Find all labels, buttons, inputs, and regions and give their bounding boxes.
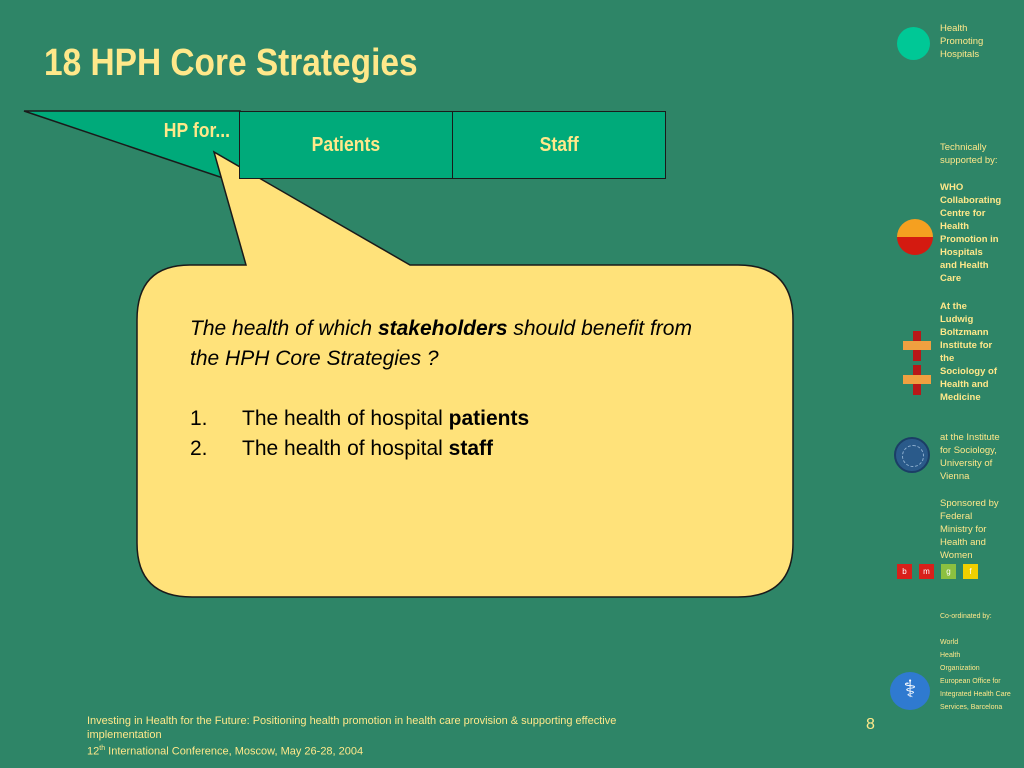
who-org-line: Integrated Health Care bbox=[940, 691, 1011, 698]
who-cc-line: Promotion in bbox=[940, 234, 999, 245]
list-text bbox=[242, 404, 529, 434]
sponsor-line: Federal bbox=[940, 511, 973, 522]
institute-text bbox=[940, 431, 1000, 483]
institute-line: at the Institute bbox=[940, 432, 1000, 443]
lbi-line: Institute for bbox=[940, 340, 993, 351]
lbi-line: Sociology of bbox=[940, 366, 997, 377]
who-cc-text bbox=[940, 181, 1001, 285]
lbi-line: At the bbox=[940, 301, 967, 312]
brand-line: Promoting bbox=[940, 36, 984, 47]
footer-conference: International Conference, Moscow, May 26-28, 2004 bbox=[105, 745, 364, 758]
lbi-line: Medicine bbox=[940, 392, 981, 403]
institute-line: University of bbox=[940, 458, 993, 469]
who-org-line: European Office for bbox=[940, 678, 1001, 685]
who-cc-line: Centre for bbox=[940, 208, 986, 219]
bmgf-g: g bbox=[941, 564, 956, 579]
who-cc-logo bbox=[897, 219, 933, 255]
who-cc-line: Hospitals bbox=[940, 247, 983, 258]
who-org-line: World bbox=[940, 639, 959, 646]
sponsor-line: Women bbox=[940, 550, 973, 561]
university-seal-icon bbox=[894, 437, 930, 473]
sponsor-line: Sponsored by bbox=[940, 498, 999, 509]
table-header-staff bbox=[452, 111, 666, 179]
who-org-text bbox=[940, 636, 1011, 714]
sponsor-line: Ministry for bbox=[940, 524, 987, 535]
staff-label: Staff bbox=[539, 133, 579, 156]
lbi-line: Boltzmann bbox=[940, 327, 989, 338]
institute-line: Vienna bbox=[940, 471, 970, 482]
sponsor-line: Health and bbox=[940, 537, 986, 548]
lbi-cross-icon bbox=[903, 331, 931, 361]
who-org-line: Services, Barcelona bbox=[940, 704, 1003, 711]
bubble-content bbox=[190, 314, 710, 464]
who-org-line: Health bbox=[940, 652, 961, 659]
sponsor-text bbox=[940, 497, 999, 562]
institute-line: for Sociology, bbox=[940, 445, 997, 456]
lbi-text bbox=[940, 300, 997, 404]
item-text: The health of hospital bbox=[242, 407, 449, 430]
item-text: The health of hospital bbox=[242, 437, 449, 460]
list-item bbox=[190, 404, 710, 434]
who-emblem-icon bbox=[890, 672, 930, 710]
footer bbox=[87, 714, 667, 759]
footer-line-1: Investing in Health for the Future: Positioning health promotion in health care provision & supporting effective implementation bbox=[87, 715, 617, 741]
list-text bbox=[242, 434, 493, 464]
who-cc-line: and Health bbox=[940, 260, 989, 271]
brand-line: Hospitals bbox=[940, 49, 980, 60]
footer-ordinal-suffix: th bbox=[99, 745, 106, 752]
question-prefix: The health of which bbox=[190, 317, 378, 340]
question-bold: stakeholders bbox=[377, 317, 508, 340]
brand-line: Health bbox=[940, 23, 968, 34]
hp-for-label: HP for... bbox=[163, 120, 230, 142]
footer-line-2 bbox=[87, 742, 667, 759]
table-header-patients bbox=[239, 111, 453, 179]
hph-logo bbox=[897, 27, 930, 60]
item-bold: staff bbox=[448, 437, 493, 460]
who-org-line: Organization bbox=[940, 665, 980, 672]
page-title: 18 HPH Core Strategies bbox=[44, 42, 418, 84]
lbi-line: the bbox=[940, 353, 955, 364]
bmgf-f: f bbox=[963, 564, 978, 579]
support-intro: Technically supported by: bbox=[940, 142, 998, 166]
who-cc-line: Care bbox=[940, 273, 962, 284]
footer-ordinal: 12 bbox=[87, 745, 100, 758]
patients-label: Patients bbox=[311, 133, 381, 156]
list-item bbox=[190, 434, 710, 464]
lbi-line: Ludwig bbox=[940, 314, 974, 325]
lbi-line: Health and bbox=[940, 379, 989, 390]
stakeholder-list bbox=[190, 404, 710, 464]
list-number: 1. bbox=[190, 407, 208, 430]
list-number: 2. bbox=[190, 437, 208, 460]
question-suffix: should benefit from the HPH Core Strategies ? bbox=[190, 317, 692, 370]
page-number: 8 bbox=[866, 716, 875, 733]
bmgf-b: b bbox=[897, 564, 912, 579]
bmgf-m: m bbox=[919, 564, 934, 579]
who-cc-line: Collaborating bbox=[940, 195, 1002, 206]
lbi-cross-icon bbox=[903, 365, 931, 395]
who-cc-line: WHO bbox=[940, 182, 964, 193]
who-cc-line: Health bbox=[940, 221, 970, 232]
coordinated-label: Co-ordinated by: bbox=[940, 613, 992, 620]
hph-brand bbox=[940, 22, 983, 61]
bubble-question bbox=[190, 314, 710, 374]
item-bold: patients bbox=[448, 407, 530, 430]
